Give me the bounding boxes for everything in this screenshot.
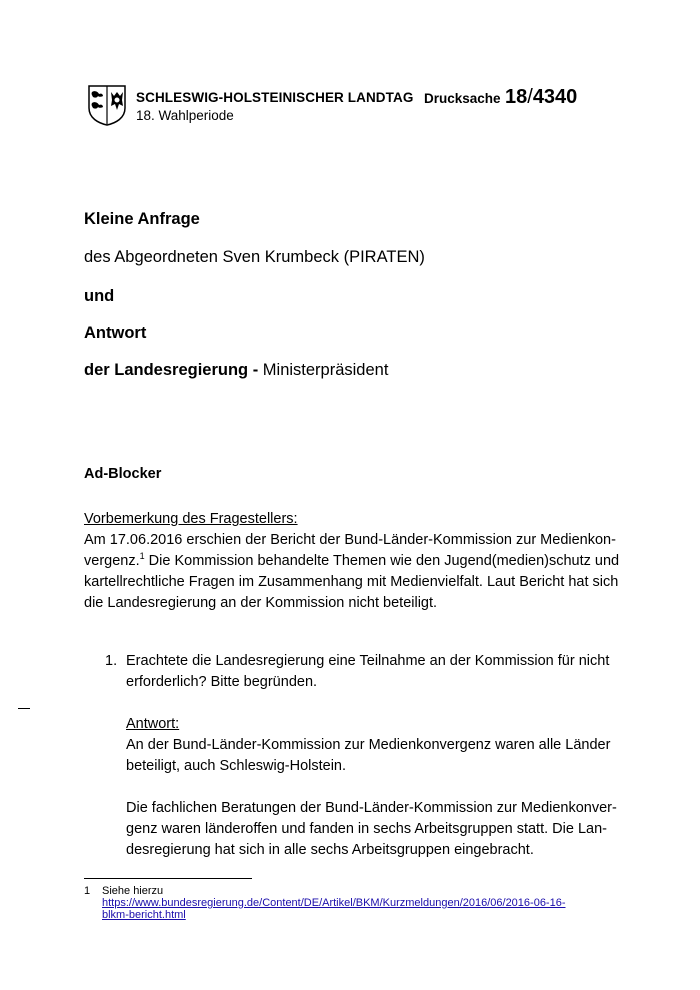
answer-line: genz waren länderoffen und fanden in sechs Arbeitsgruppen statt. Die Lan- — [126, 821, 607, 837]
drucksache-slash: / — [527, 86, 533, 108]
author-line: des Abgeordneten Sven Krumbeck (PIRATEN) — [84, 248, 425, 266]
respondent-bold: der Landesregierung - — [84, 361, 259, 379]
footnote — [84, 885, 566, 921]
coat-of-arms-icon — [86, 84, 128, 126]
footnote-ref[interactable]: 1 — [139, 551, 145, 562]
question-number: 1. — [105, 653, 118, 669]
preface-line: Am 17.06.2016 erschien der Bericht der Bund-Länder-Kommission zur Medienkon- — [84, 532, 616, 548]
margin-mark — [18, 708, 30, 709]
question-line: erforderlich? Bitte begründen. — [126, 674, 318, 690]
respondent-line — [84, 361, 388, 380]
parliament-name: SCHLESWIG-HOLSTEINISCHER LANDTAG — [136, 90, 414, 105]
doc-type-title: Kleine Anfrage — [84, 210, 200, 228]
respondent-rest: Ministerpräsident — [258, 361, 389, 379]
preface-heading: Vorbemerkung des Fragestellers: — [84, 511, 298, 527]
footnote-link-cont[interactable]: blkm-bericht.html — [102, 909, 186, 921]
preface-text: vergenz. — [84, 553, 140, 569]
answer-line: beteiligt, auch Schleswig-Holstein. — [126, 758, 347, 774]
answer-line: desregierung hat sich in alle sechs Arbeitsgruppen eingebracht. — [126, 842, 534, 858]
footnote-link[interactable]: https://www.bundesregierung.de/Content/DE/Artikel/BKM/Kurzmeldungen/2016/06/2016-06-16- — [102, 897, 566, 909]
drucksache-number — [424, 86, 577, 109]
footnote-marker: 1 — [84, 885, 91, 897]
preface-section — [84, 509, 624, 614]
answer-heading: Antwort: — [126, 716, 180, 732]
topic-heading: Ad-Blocker — [84, 466, 162, 482]
connector-line: und — [84, 287, 115, 305]
preface-line: kartellrechtliche Fragen im Zusammenhang mit Medienvielfalt. Laut Bericht hat sich — [84, 574, 619, 590]
electoral-period: 18. Wahlperiode — [136, 108, 234, 123]
question-text — [126, 651, 626, 693]
drucksache-id: 4340 — [532, 86, 578, 108]
footnote-divider — [84, 878, 252, 879]
question-line: Erachtete die Landesregierung eine Teilnahme an der Kommission für nicht — [126, 653, 610, 669]
drucksache-label: Drucksache — [424, 91, 501, 106]
answer-line: Die fachlichen Beratungen der Bund-Länder-Kommission zur Medienkonver- — [126, 800, 617, 816]
preface-text: Die Kommission behandelte Themen wie den Jugend(medien)schutz und — [144, 553, 620, 569]
preface-line: die Landesregierung an der Kommission nicht beteiligt. — [84, 595, 438, 611]
footnote-text: Siehe hierzu — [102, 885, 164, 897]
answer-title: Antwort — [84, 324, 147, 342]
answer-line: An der Bund-Länder-Kommission zur Medienkonvergenz waren alle Länder — [126, 737, 611, 753]
answer-section — [126, 714, 626, 861]
preface-line — [84, 551, 624, 572]
drucksache-period: 18 — [505, 86, 528, 108]
